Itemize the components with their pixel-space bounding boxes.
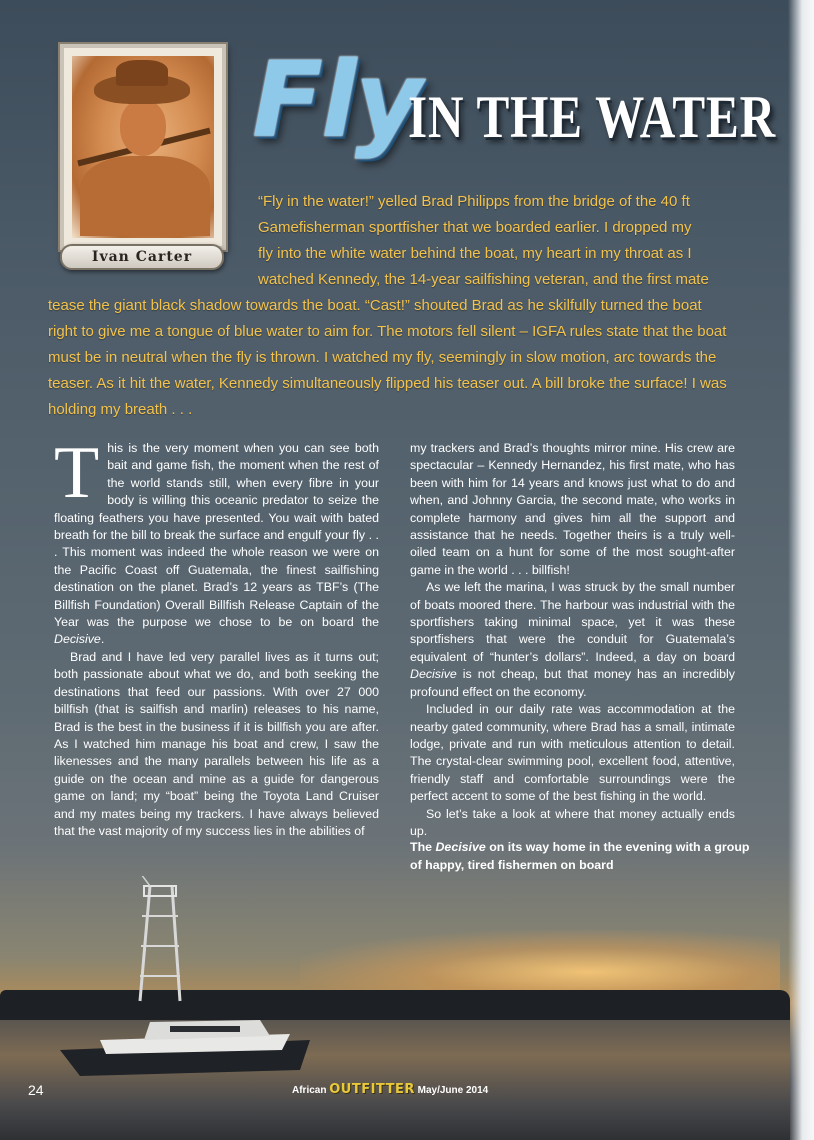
intro-line: must be in neutral when the fly is thrown. I watched my fly, seemingly in slow motion, arc towards the	[48, 349, 717, 366]
photo-caption: The Decisive on its way home in the evening with a group of happy, tired fishermen on board	[410, 840, 750, 872]
intro-line: watched Kennedy, the 14-year sailfishing veteran, and the first mate	[258, 271, 709, 288]
boat-tower-icon	[120, 876, 210, 1006]
body-paragraph: This is the very moment when you can see both bait and game fish, the moment when the rest of the world stands still, when every fibre in your body is willing this oceanic predator to seize the floating feathers you have presented. You wait with bated breath for the bill to break the surface and engulf your fly . . . This moment was indeed the whole reason we were on the Pacific Coast off Guatemala, the finest sailfishing destination on the planet. Brad’s 12 years as TBF’s (The Billfish Foundation) Overall Billfish Release Captain of the Year was the purpose we chose to be on board the Decisive.	[54, 432, 379, 647]
magazine-issue: May/June 2014	[417, 1085, 489, 1096]
intro-line: right to give me a tongue of blue water to aim for. The motors fell silent – IGFA rules state that the boat	[48, 323, 727, 340]
intro-line: holding my breath . . .	[48, 401, 193, 418]
author-name: Ivan Carter	[60, 244, 224, 270]
body-paragraph: As we left the marina, I was struck by the small number of boats moored there. The harbour was industrial with the sportfishers taking minimal space, yet it was these sportfishers that were the conduit for Guatemala’s equivalent of “hunter’s dollars”. Indeed, a day on board Decisive is not cheap, but that money has an incredibly profound effect on the economy.	[410, 580, 735, 699]
intro-line: “Fly in the water!” yelled Brad Philipps from the bridge of the 40 ft	[258, 193, 690, 210]
intro-line: tease the giant black shadow towards the boat. “Cast!” shouted Brad as he skilfully turned the boat	[48, 297, 702, 314]
title-fly: Fly	[252, 39, 421, 161]
body-paragraph: my trackers and Brad’s thoughts mirror mine. His crew are spectacular – Kennedy Hernandez, his first mate, who has been with him for 14 years and knows just what to do and when, and Johnny Garcia, the second mate, who works in complete harmony and gives him all the support and assistance that he needs. Together theirs is a truly well-oiled team on a hunt for some of the most sought-after game in the world . . . billfish!	[410, 441, 735, 577]
author-photo	[72, 56, 214, 238]
intro-line: teaser. As it hit the water, Kennedy simultaneously flipped his teaser out. A bill broke the surface! I was	[48, 375, 727, 392]
magazine-prefix: African	[292, 1085, 327, 1096]
drop-cap: T	[54, 432, 100, 514]
intro-line: fly into the white water behind the boat, my heart in my throat as I	[258, 245, 692, 262]
author-portrait	[60, 44, 226, 250]
title-rest: IN THE WATER	[408, 84, 777, 150]
body-column-right	[410, 440, 735, 840]
magazine-footer	[292, 1082, 488, 1097]
scan-edge	[788, 0, 814, 1140]
page-number: 24	[28, 1082, 44, 1098]
body-paragraph: So let’s take a look at where that money actually ends up.	[410, 806, 735, 838]
intro-line: Gamefisherman sportfisher that we boarded earlier. I dropped my	[258, 219, 692, 236]
body-paragraph: Brad and I have led very parallel lives as it turns out; both passionate about what we do, and both seeking the destinations that feed our passions. With over 27 000 billfish (that is sailfish and marlin) releases to his name, Brad is the best in the business if it is billfish you are after. As I watched him manage his boat and crew, I saw the likenesses and the many parallels between his life as a guide on the ocean and mine as a guide for dangerous game on land; my “boat” being the Toyota Land Cruiser and my mates being my trackers. I have always believed that the vast majority of my success lies in the abilities of	[54, 649, 379, 838]
magazine-brand: OUTFITTER	[329, 1082, 415, 1097]
body-paragraph: Included in our daily rate was accommodation at the nearby gated community, where Brad has a small, intimate lodge, private and run with meticulous attention to detail. The crystal-clear swimming pool, excellent food, attentive, friendly staff and comfortable surroundings were the perfect accent to some of the best fishing in the world.	[410, 702, 735, 804]
boat-icon	[60, 1000, 330, 1080]
body-column-left	[54, 432, 379, 840]
